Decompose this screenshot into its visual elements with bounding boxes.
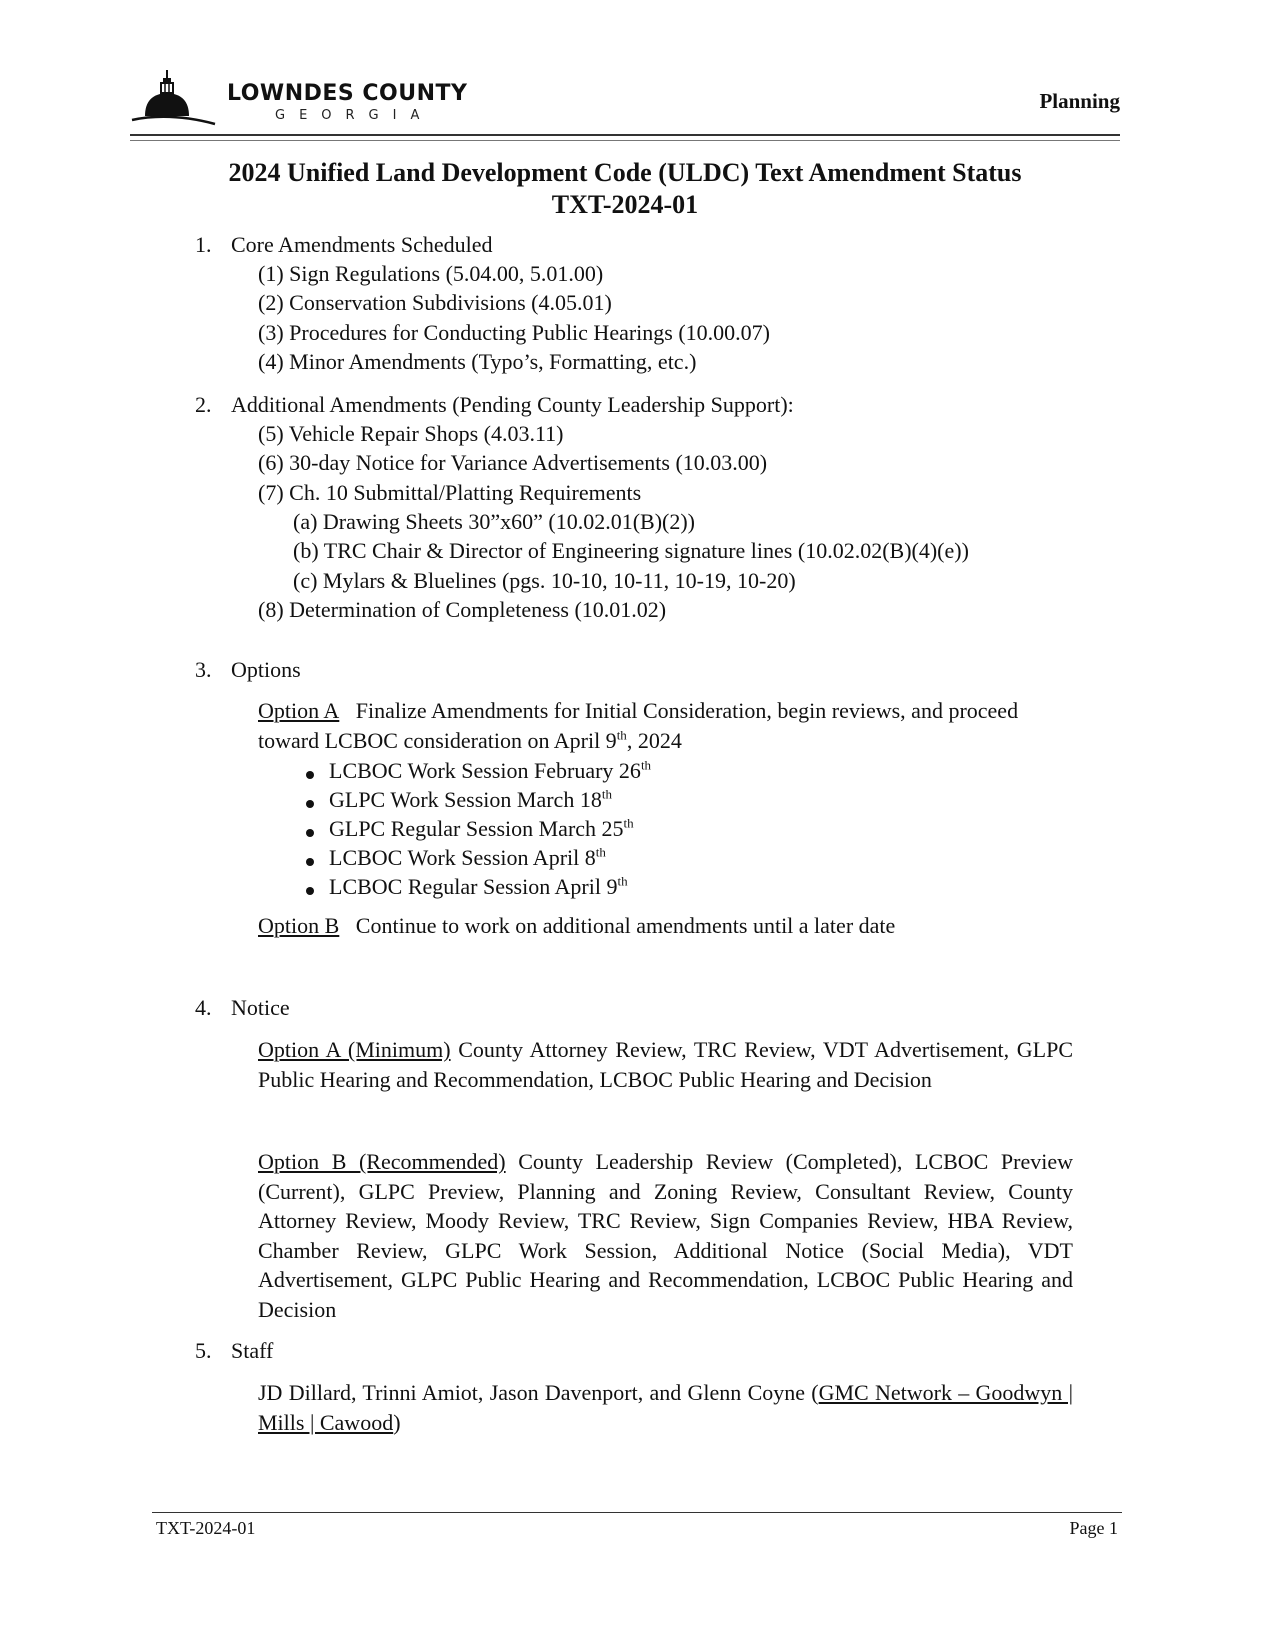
- list-item: (4) Minor Amendments (Typo’s, Formatting, etc.): [258, 349, 697, 374]
- sub-list-item: (a) Drawing Sheets 30”x60” (10.02.01(B)(2)): [293, 509, 695, 534]
- notice-option-a: Option A (Minimum) County Attorney Review, TRC Review, VDT Advertisement, GLPC Public Hearing and Recommendation, LCBOC Public Hearing and Decision: [258, 1037, 1074, 1092]
- option-a-label: Option A: [258, 698, 340, 723]
- schedule-item: LCBOC Work Session February 26th: [329, 757, 652, 783]
- footer-doc-id: TXT-2024-01: [156, 1518, 256, 1538]
- header-rule: [130, 134, 1120, 141]
- notice-option-b-label: Option B (Recommended): [258, 1149, 506, 1174]
- notice-option-b: Option B (Recommended) County Leadership Review (Completed), LCBOC Preview (Current), GLPC Preview, Planning and Zoning Review, Consultant Review, County Attorney Review, Moody Review, TRC Review, Sign Companies Review, HBA Review, Chamber Review, GLPC Work Session, Additional Notice (Social Media), VDT Advertisement, GLPC Public Hearing and Recommendation, LCBOC Public Hearing and Decision: [258, 1149, 1073, 1322]
- section-heading-5: 5. Staff: [195, 1338, 274, 1363]
- list-item: (2) Conservation Subdivisions (4.05.01): [258, 290, 612, 315]
- list-item: (5) Vehicle Repair Shops (4.03.11): [258, 421, 564, 446]
- footer-page-number: Page 1: [1069, 1518, 1118, 1538]
- sub-list-item: (c) Mylars & Bluelines (pgs. 10-10, 10-11, 10-19, 10-20): [293, 568, 796, 593]
- list-item: (8) Determination of Completeness (10.01.02): [258, 597, 667, 622]
- staff-list: JD Dillard, Trinni Amiot, Jason Davenport, and Glenn Coyne (GMC Network – Goodwyn | Mills | Cawood): [258, 1380, 1073, 1435]
- schedule-item: LCBOC Regular Session April 9th: [329, 873, 628, 899]
- option-b-line: Option B Continue to work on additional amendments until a later date: [258, 913, 896, 938]
- schedule-item: GLPC Work Session March 18th: [329, 786, 612, 812]
- page-title: 2024 Unified Land Development Code (ULDC) Text Amendment Status: [228, 158, 1022, 187]
- gmc-network-link[interactable]: GMC Network – Goodwyn | Mills | Cawood: [258, 1380, 1073, 1435]
- footer-rule: [152, 1512, 1122, 1514]
- logo-subtitle: GEORGIA: [275, 108, 434, 123]
- logo-title: LOWNDES COUNTY: [227, 81, 468, 106]
- option-b-label: Option B: [258, 913, 340, 938]
- section-heading-4: 4. Notice: [195, 995, 290, 1020]
- section-heading-1: 1. Core Amendments Scheduled: [195, 232, 493, 257]
- list-item: (7) Ch. 10 Submittal/Platting Requirements: [258, 480, 642, 505]
- bullet-icon: [306, 771, 314, 779]
- option-a-line-1: Option A Finalize Amendments for Initial Consideration, begin reviews, and proceed: [258, 698, 1019, 723]
- list-item: (6) 30-day Notice for Variance Advertisements (10.03.00): [258, 450, 768, 475]
- notice-option-a-label: Option A (Minimum): [258, 1037, 451, 1062]
- section-heading-2: 2. Additional Amendments (Pending County Leadership Support):: [195, 392, 794, 417]
- bullet-icon: [306, 887, 314, 895]
- list-item: (1) Sign Regulations (5.04.00, 5.01.00): [258, 261, 604, 286]
- bullet-icon: [306, 858, 314, 866]
- list-item: (3) Procedures for Conducting Public Hearings (10.00.07): [258, 320, 771, 345]
- sub-list-item: (b) TRC Chair & Director of Engineering signature lines (10.02.02(B)(4)(e)): [293, 538, 969, 563]
- bullet-icon: [306, 800, 314, 808]
- courthouse-dome-icon: [130, 68, 230, 128]
- option-a-line-2: toward LCBOC consideration on April 9th, 2024: [258, 727, 682, 753]
- letterhead: [130, 68, 1120, 138]
- schedule-item: GLPC Regular Session March 25th: [329, 815, 634, 841]
- department-label: Planning: [1039, 89, 1120, 113]
- page-subtitle: TXT-2024-01: [551, 190, 699, 219]
- section-heading-3: 3. Options: [195, 657, 301, 682]
- county-logo: [130, 68, 550, 128]
- schedule-item: LCBOC Work Session April 8th: [329, 844, 606, 870]
- bullet-icon: [306, 829, 314, 837]
